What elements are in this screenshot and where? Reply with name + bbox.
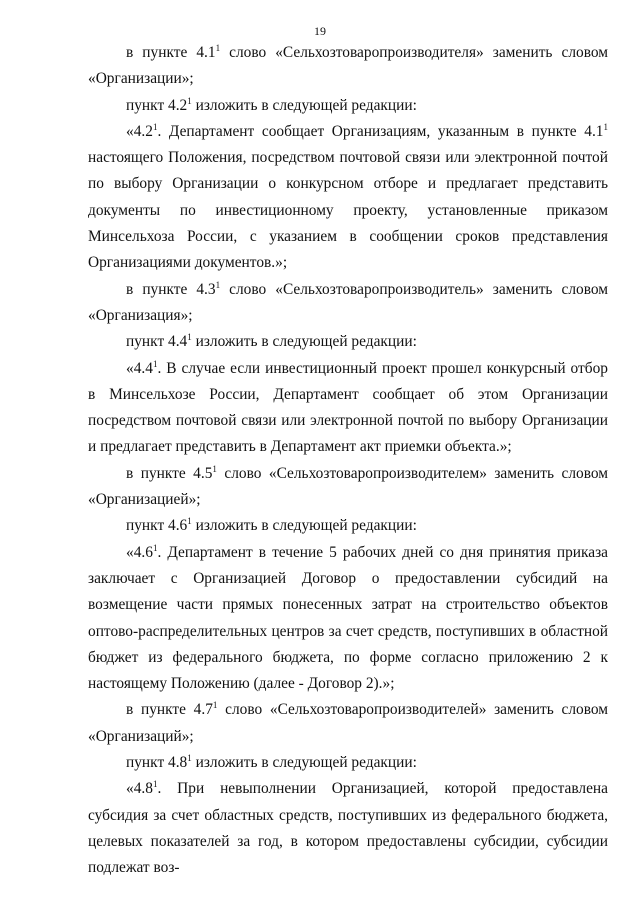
superscript: 1 (187, 752, 192, 763)
paragraph-4-3 (88, 277, 608, 330)
superscript: 1 (187, 95, 192, 106)
paragraph-text: «4.6 (126, 543, 153, 561)
paragraph-4-7 (88, 697, 608, 750)
paragraph-text: в пункте 4.3 (126, 280, 216, 298)
superscript: 1 (215, 279, 221, 290)
superscript: 1 (212, 463, 217, 474)
paragraph-text: . Департамент сообщает Организациям, указанным в пункте 4.1 (157, 122, 604, 140)
paragraph-4-2-intro (88, 93, 608, 119)
superscript: 1 (152, 779, 158, 790)
paragraph-text: слово «Сельхозтоваропроизводитель» заменить словом «Организация»; (88, 280, 609, 324)
superscript: 1 (212, 700, 218, 711)
paragraph-text: слово «Сельхозтоваропроизводителя» заменить словом «Организации»; (88, 44, 608, 88)
paragraph-4-1 (88, 40, 608, 93)
paragraph-4-6-intro (88, 513, 608, 539)
paragraph-text: в пункте 4.7 (126, 701, 213, 719)
paragraph-text: слово «Сельхозтоваропроизводителей» заменить словом «Организаций»; (88, 701, 609, 745)
paragraph-text: . Департамент в течение 5 рабочих дней со дня принятия приказа заключает с Организацией Договор о предоставлении субсидий на возмещение части прямых понесенных затрат на строительство объектов оптово-распределительных центров за счет средств, поступивших в областной бюджет из федерального бюджета, по форме согласно приложению 2 к настоящему Положению (далее - Договор 2).»; (88, 543, 608, 693)
paragraph-text: пункт 4.6 (126, 517, 188, 535)
paragraph-text: . В случае если инвестиционный проект прошел конкурсный отбор в Минсельхозе России, Департамент сообщает об этом Организации посредством почтовой связи или электронной почтой по выбору Организации и предлагает представить в Департамент акт приемки объекта.»; (88, 359, 608, 456)
superscript: 1 (187, 516, 192, 527)
paragraph-text: изложить в следующей редакции: (191, 96, 417, 114)
paragraph-text: «4.4 (126, 359, 153, 377)
paragraph-text: пункт 4.2 (126, 96, 188, 114)
superscript: 1 (603, 121, 608, 132)
paragraph-text: в пункте 4.1 (126, 44, 216, 61)
paragraph-text: пункт 4.8 (126, 754, 188, 772)
paragraph-text: «4.8 (126, 780, 153, 798)
paragraph-text: изложить в следующей редакции: (191, 333, 417, 351)
paragraph-4-8-text (88, 776, 608, 881)
superscript: 1 (152, 121, 158, 132)
paragraph-4-4-text (88, 356, 608, 461)
paragraph-4-8-intro (88, 750, 608, 776)
page-number: 19 (314, 24, 326, 38)
superscript: 1 (215, 42, 221, 53)
superscript: 1 (152, 542, 158, 553)
paragraph-4-5 (88, 461, 608, 514)
paragraph-text: изложить в следующей редакции: (191, 517, 417, 535)
paragraph-text: слово «Сельхозтоваропроизводителем» заменить словом «Организацией»; (88, 464, 609, 509)
superscript: 1 (152, 358, 158, 369)
paragraph-text: . При невыполнении Организацией, которой предоставлена субсидия за счет областных средств, поступивших из федерального бюджета, целевых показателей за год, в котором предоставлены субсидии, субсидии подлежат воз- (88, 780, 608, 877)
paragraph-4-4-intro (88, 329, 608, 355)
paragraph-text: настоящего Положения, посредством почтовой связи или электронной почтой по выбору Организации о конкурсном отборе и предлагает представить документы по инвестиционному проекту, установленные приказом Минсельхоза России, с указанием в сообщении сроков представления Организациями документов.»; (88, 149, 608, 272)
paragraph-text: в пункте 4.5 (126, 464, 213, 482)
paragraph-text: изложить в следующей редакции: (191, 754, 417, 772)
paragraph-4-6-text (88, 540, 608, 698)
document-body (88, 40, 608, 882)
paragraph-text: «4.2 (126, 122, 153, 140)
paragraph-4-2-text (88, 119, 608, 277)
paragraph-text: пункт 4.4 (126, 333, 188, 351)
superscript: 1 (187, 332, 192, 343)
